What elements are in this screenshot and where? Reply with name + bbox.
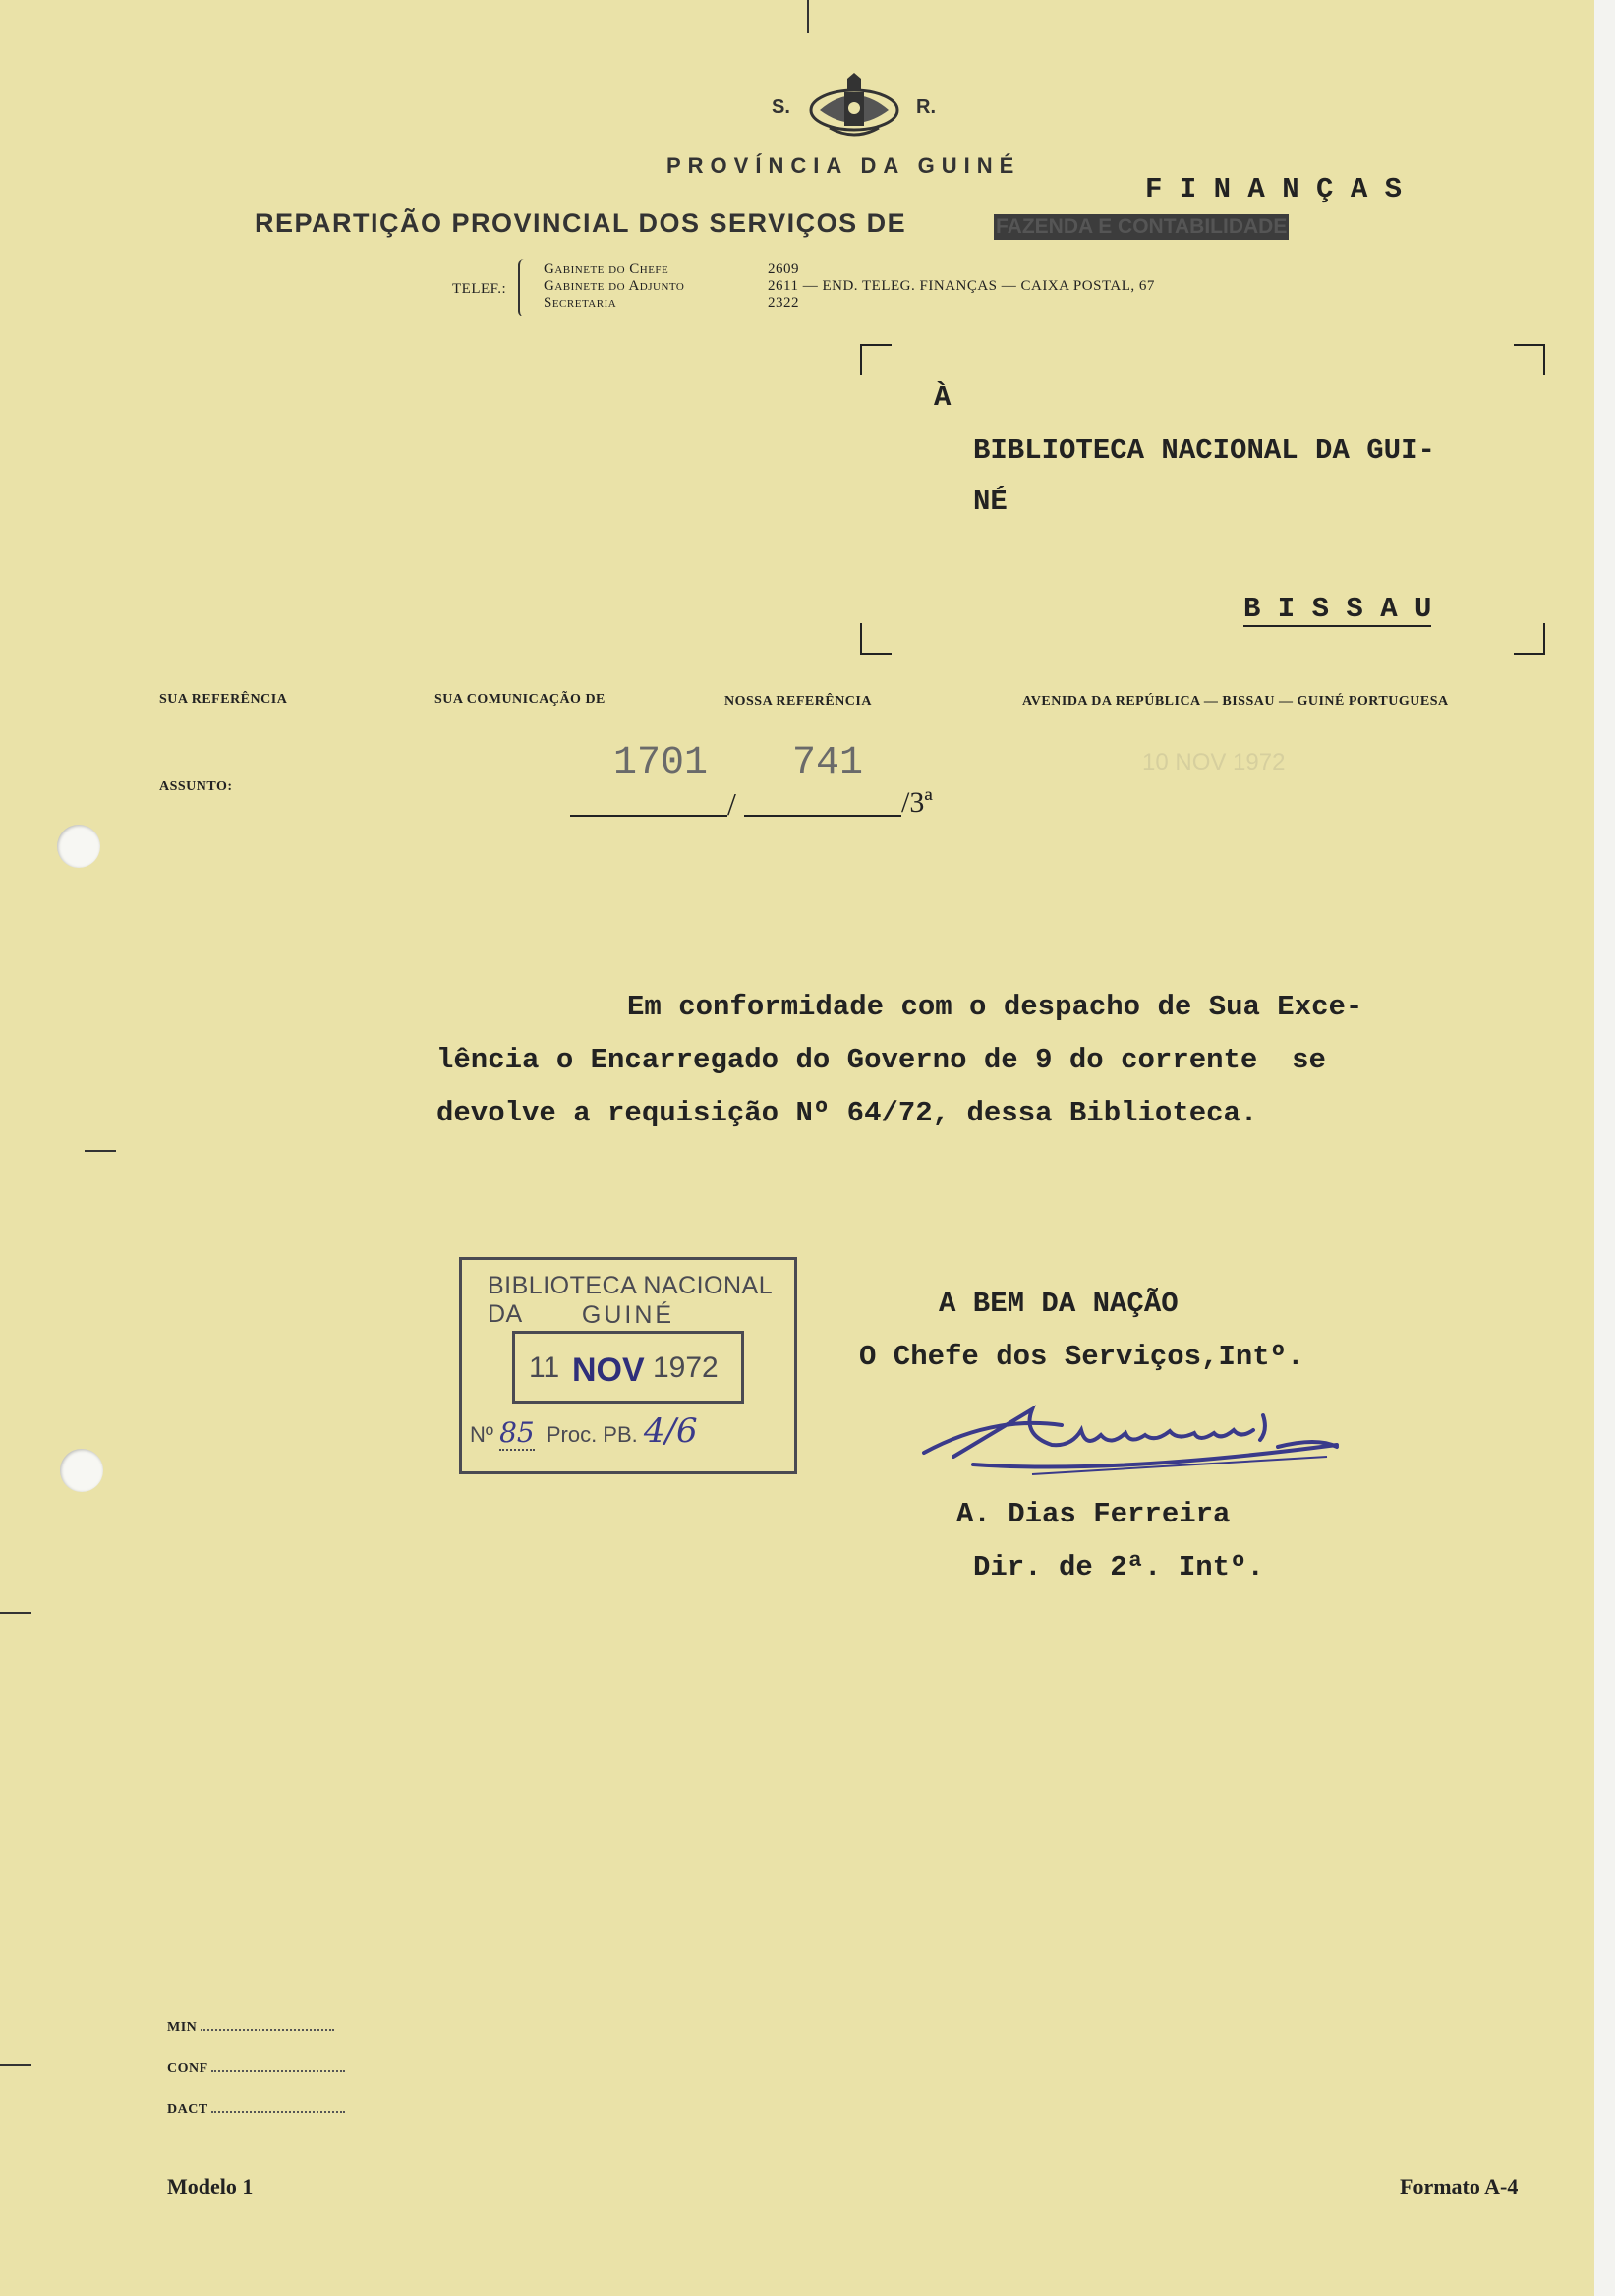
footer-min (167, 2015, 334, 2036)
stamp-line-2: GUINÉ (581, 1301, 675, 1329)
ref-underline-2 (744, 815, 901, 817)
phone-number: 2611 (768, 278, 799, 294)
phone-number: 2609 (768, 261, 799, 277)
signatory-title: Dir. de 2ª. Intº. (973, 1551, 1264, 1583)
stamp-proc-value: 4/6 (643, 1411, 698, 1451)
struck-text-value: FAZENDA E CONTABILIDADE (996, 215, 1288, 238)
footer-conf-label: CONF (167, 2061, 208, 2076)
signatory-name: A. Dias Ferreira (956, 1498, 1231, 1530)
stamp-day: 11 (529, 1351, 560, 1384)
footer-dact-line (211, 2097, 345, 2113)
phone-row-adjunto (544, 278, 1155, 295)
margin-mark-3 (0, 2064, 31, 2066)
body-line-1: Em conformidade com o despacho de Sua Exce- (627, 991, 1363, 1023)
letterhead-s-label: S. (772, 96, 790, 118)
address-bracket-top-right (1514, 344, 1545, 375)
body-line-2: lência o Encarregado do Governo de 9 do corrente se (436, 1044, 1326, 1076)
address-city: B I S S A U (1243, 593, 1432, 625)
footer-modelo: Modelo 1 (167, 2174, 254, 2199)
footer-conf-line (211, 2056, 345, 2072)
footer-formato: Formato A-4 (1400, 2174, 1519, 2199)
ref-number-1: 1701 (613, 741, 709, 785)
footer-min-label: MIN (167, 2020, 198, 2035)
letterhead-province: PROVÍNCIA DA GUINÉ (666, 153, 1021, 178)
closing-line: A BEM DA NAÇÃO (939, 1288, 1179, 1320)
stamp-month: NOV (572, 1351, 645, 1389)
ref-suffix: /3ª (901, 786, 933, 819)
coat-of-arms-emblem (808, 71, 900, 142)
punch-hole-top (57, 825, 100, 868)
footer-min-line (201, 2015, 334, 2031)
phone-label: Gabinete do Adjunto (544, 278, 685, 294)
stamp-date-box (512, 1331, 744, 1404)
address-bracket-bottom-left (860, 623, 892, 655)
footer-dact (167, 2097, 345, 2118)
phone-label: Gabinete do Chefe (544, 261, 669, 277)
body-line-3: devolve a requisição Nº 64/72, dessa Biblioteca. (436, 1097, 1258, 1129)
letterhead-r-label: R. (916, 96, 936, 118)
address-line-1: BIBLIOTECA NACIONAL DA GUI- (973, 434, 1435, 467)
ref-nossa-referencia: NOSSA REFERÊNCIA (724, 694, 872, 709)
margin-mark-1 (85, 1150, 116, 1152)
stamp-line-1: BIBLIOTECA NACIONAL DA (488, 1272, 773, 1328)
footer-conf (167, 2056, 345, 2077)
stamp-proc-label: Proc. PB. (546, 1422, 638, 1447)
address-to: À (934, 381, 952, 414)
telegraph-address: — END. TELEG. FINANÇAS — CAIXA POSTAL, 67 (802, 278, 1155, 294)
letterhead-financas: F I N A N Ç A S (1145, 173, 1403, 205)
ref-slash-1: / (727, 786, 736, 822)
punch-hole-bottom (60, 1449, 103, 1492)
phone-number: 2322 (768, 295, 799, 311)
letterhead-struck-text (994, 214, 1289, 240)
letterhead-reparticao: REPARTIÇÃO PROVINCIAL DOS SERVIÇOS DE (255, 208, 907, 238)
stamp-no-value: 85 (499, 1416, 535, 1449)
ref-sua-comunicacao: SUA COMUNICAÇÃO DE (434, 692, 606, 707)
phone-label: Secretaria (544, 295, 617, 311)
ref-number-2: 741 (792, 741, 864, 785)
ref-sua-referencia: SUA REFERÊNCIA (159, 692, 288, 707)
ref-underline-1 (570, 815, 727, 817)
library-stamp (459, 1257, 797, 1474)
margin-mark-2 (0, 1612, 31, 1614)
address-line-2: NÉ (973, 486, 1008, 518)
stamp-year: 1972 (653, 1351, 719, 1384)
signatory-role: O Chefe dos Serviços,Intº. (859, 1341, 1304, 1373)
stamp-number-row (470, 1411, 698, 1451)
phone-row-chefe (544, 261, 1155, 278)
address-bracket-top-left (860, 344, 892, 375)
telef-brace (518, 259, 530, 316)
ref-avenida: AVENIDA DA REPÚBLICA — BISSAU — GUINÉ PORTUGUESA (1022, 694, 1449, 709)
phone-list (544, 261, 1155, 312)
address-bracket-bottom-right (1514, 623, 1545, 655)
footer-dact-label: DACT (167, 2102, 208, 2117)
handwritten-signature (914, 1376, 1347, 1489)
phone-row-secretaria (544, 295, 1155, 312)
telef-label: TELEF.: (452, 281, 507, 297)
date-stamp-faded: 10 NOV 1972 (1142, 749, 1286, 775)
stamp-no-label: Nº (470, 1422, 493, 1447)
assunto-label: ASSUNTO: (159, 779, 233, 794)
fold-mark-top (807, 0, 809, 33)
